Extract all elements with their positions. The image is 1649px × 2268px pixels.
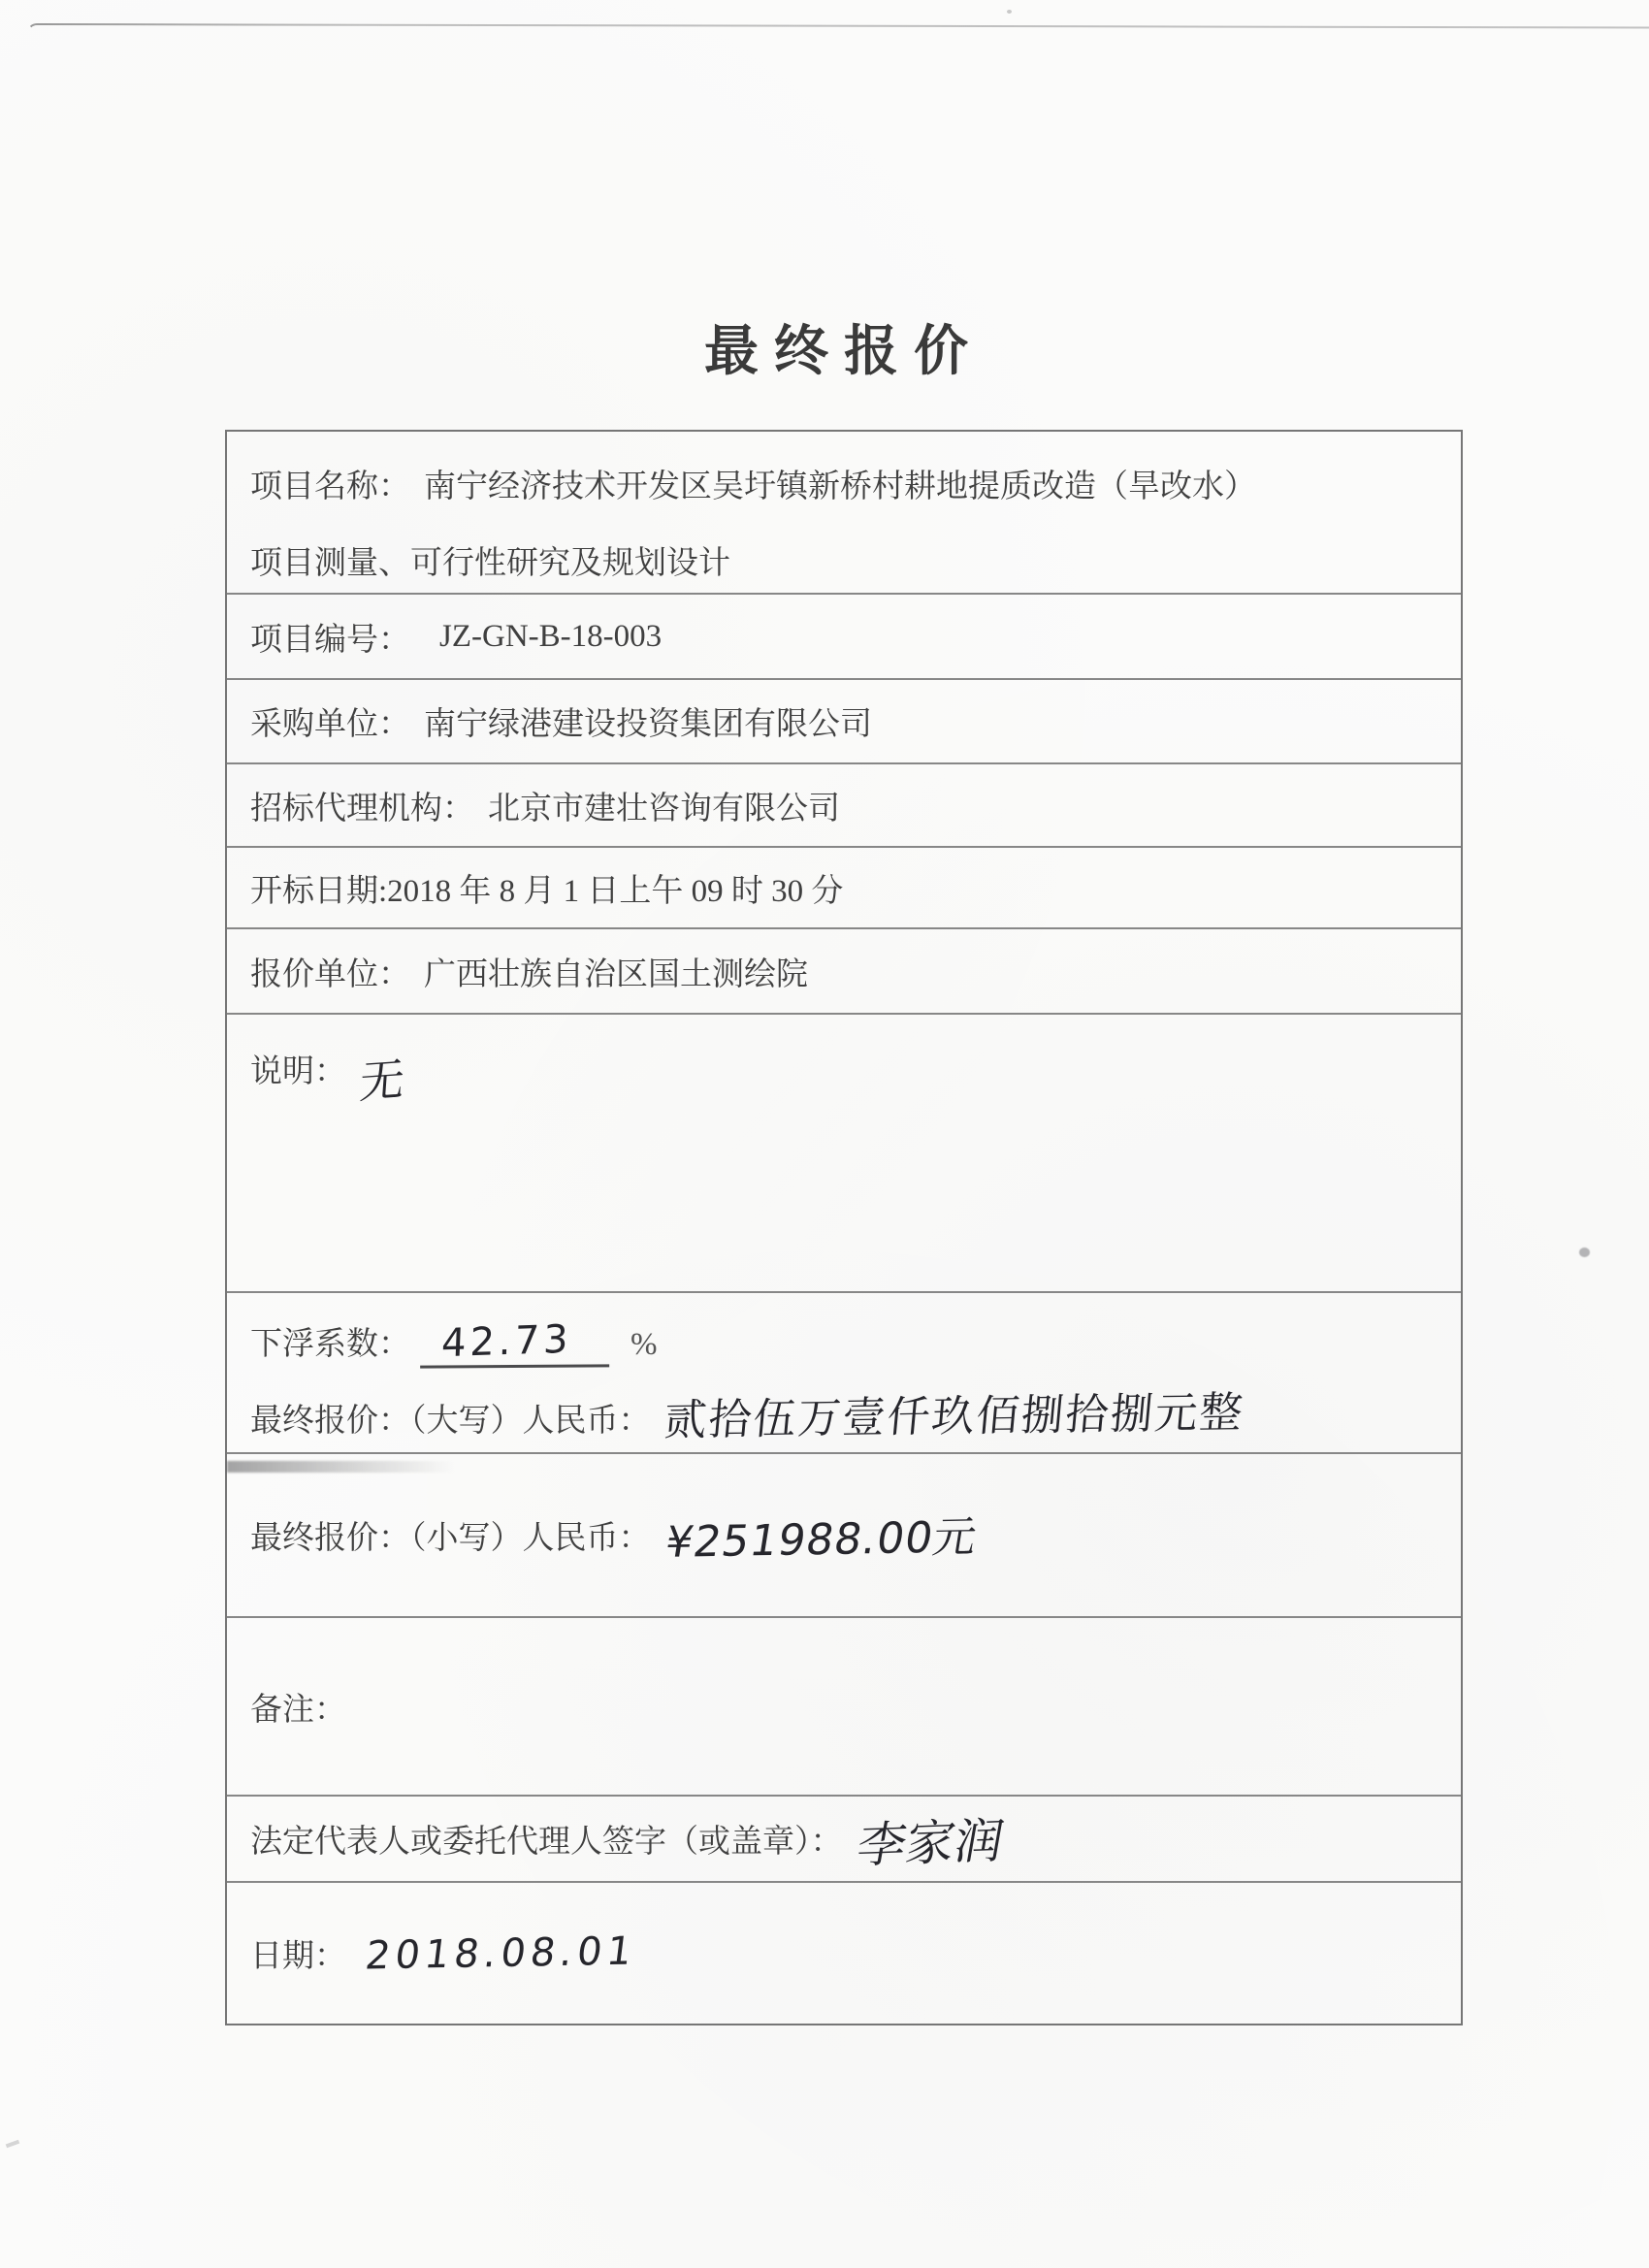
explanation-handwritten-value: 无	[357, 1053, 406, 1109]
date-label: 日期：	[250, 1939, 346, 1974]
scan-artifact-border-smudge	[227, 1461, 455, 1473]
table-row-explanation	[227, 1015, 1461, 1293]
table-row-remarks	[227, 1618, 1461, 1797]
signature-label: 法定代表人或委托代理人签字（或盖章）：	[250, 1825, 843, 1860]
quotation-table	[225, 430, 1463, 2025]
page-title: 最终报价	[704, 322, 984, 382]
discount-unit: %	[630, 1327, 658, 1362]
scan-artifact-dot-right	[1579, 1247, 1590, 1257]
table-row-discount-and-quote-words	[227, 1293, 1461, 1454]
final-quote-figures-label: 最终报价：（小写）人民币：	[250, 1521, 651, 1556]
quoting-unit-label: 报价单位：	[250, 956, 410, 992]
discount-underline	[420, 1316, 609, 1368]
final-quote-words-label: 最终报价：（大写）人民币：	[250, 1404, 651, 1439]
scan-artifact-dot-top	[1007, 10, 1012, 14]
date-handwritten-value: 2018.08.01	[363, 1928, 639, 1978]
table-row-project-number	[227, 595, 1461, 680]
table-row-bidding-agency	[227, 764, 1461, 848]
purchasing-unit-value: 南宁绿港建设投资集团有限公司	[424, 707, 872, 742]
scan-artifact-mark-bottom-left	[6, 2140, 20, 2149]
bidding-agency-value: 北京市建壮咨询有限公司	[488, 791, 840, 826]
project-name-value-line2: 项目测量、可行性研究及规划设计	[250, 546, 730, 581]
table-row-quoting-unit	[227, 929, 1461, 1015]
explanation-label: 说明：	[250, 1054, 346, 1089]
remarks-label: 备注：	[250, 1692, 346, 1728]
discount-coefficient-label: 下浮系数：	[250, 1327, 410, 1362]
project-number-label: 项目编号：	[250, 622, 410, 658]
table-row-date	[227, 1883, 1461, 2024]
quoting-unit-value: 广西壮族自治区国土测绘院	[424, 956, 808, 992]
purchasing-unit-label: 采购单位：	[250, 707, 410, 742]
project-number-value: JZ-GN-B-18-003	[439, 618, 663, 654]
signature-handwritten-value: 李家润	[852, 1811, 1008, 1874]
scan-artifact-top-line	[41, 23, 1649, 28]
project-name-value-line1: 南宁经济技术开发区吴圩镇新桥村耕地提质改造（旱改水）	[424, 470, 1256, 504]
project-name-label: 项目名称：	[250, 470, 410, 504]
bid-opening-date-label: 开标日期:	[250, 873, 388, 909]
bid-opening-date-value: 2018 年 8 月 1 日上午 09 时 30 分	[387, 873, 844, 909]
table-row-project-name	[227, 432, 1461, 595]
bidding-agency-label: 招标代理机构：	[250, 791, 474, 826]
final-quote-words-handwritten-value: 贰拾伍万壹仟玖佰捌拾捌元整	[661, 1387, 1246, 1446]
table-row-signature	[227, 1797, 1461, 1883]
table-row-quote-figures	[227, 1454, 1461, 1618]
discount-handwritten-value: 42.73	[440, 1316, 573, 1367]
table-row-bid-opening-date	[227, 848, 1461, 929]
table-row-purchasing-unit	[227, 680, 1461, 764]
final-quote-figures-handwritten-value: ¥251988.00元	[661, 1511, 981, 1568]
